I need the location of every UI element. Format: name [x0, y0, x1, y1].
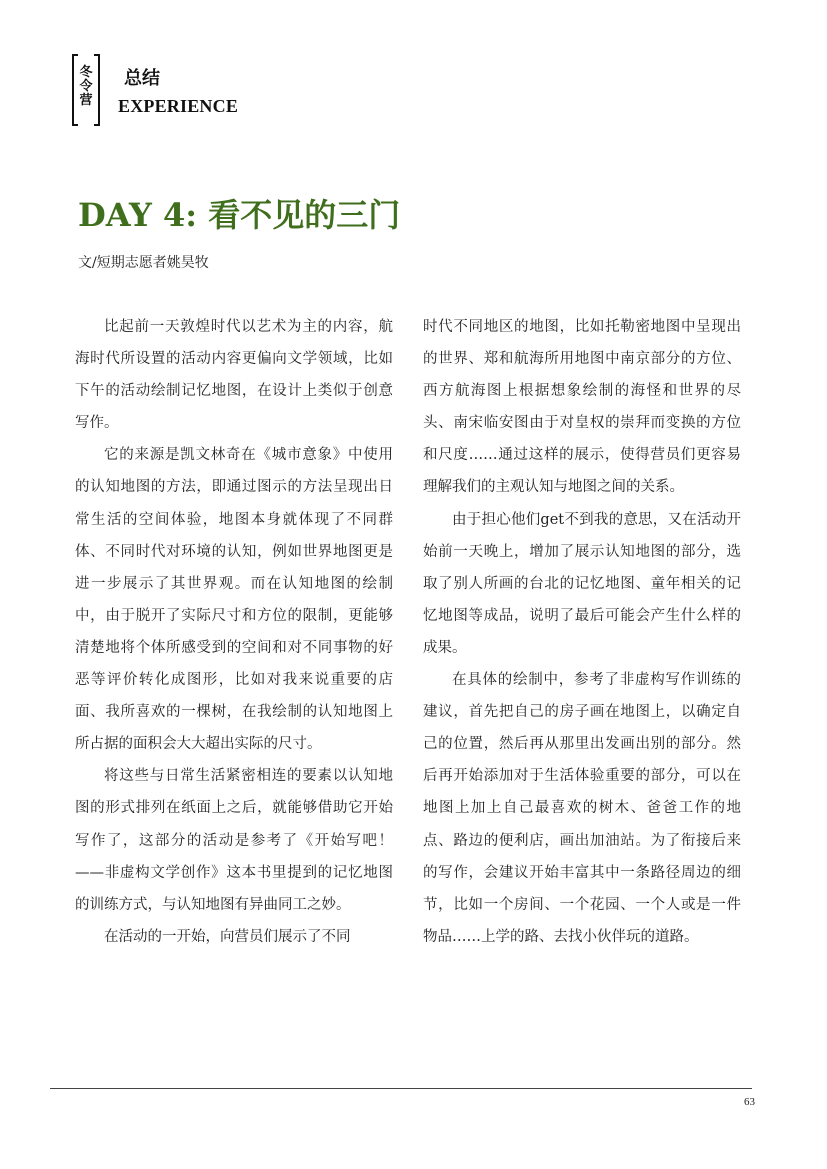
paragraph: 在具体的绘制中，参考了非虚构写作训练的建议，首先把自己的房子画在地图上，以确定自己的位置，然后再从那里出发画出别的部分。然后再开始添加对于生活体验重要的部分，可以在地图上加上自己最喜欢的树木、爸爸工作的地点、路边的便利店，画出加油站。为了衔接后来的写作，会建议开始丰富其中一条路径周边的细节，比如一个房间、一个花园、一个人或是一件物品……上学的路、去找小伙伴玩的道路。 — [423, 672, 741, 945]
paragraph: 将这些与日常生活紧密相连的要素以认知地图的形式排列在纸面上之后，就能够借助它开始写作了，这部分的活动是参考了《开始写吧！——非虚构文学创作》这本书里提到的记忆地图的训练方式，与认知地图有异曲同工之妙。 — [75, 768, 393, 913]
article-byline: 文/短期志愿者姚昊牧 — [78, 255, 209, 271]
page-number: 63 — [744, 1096, 755, 1108]
right-column — [423, 311, 741, 953]
section-tag — [72, 54, 100, 126]
paragraph-continued: 时代不同地区的地图，比如托勒密地图中呈现出的世界、郑和航海所用地图中南京部分的方位、西方航海图上根据想象绘制的海怪和世界的尽头、南宋临安图由于对皇权的崇拜而变换的方位和尺度……通过这样的展示，使得营员们更容易理解我们的主观认知与地图之间的关系。 — [423, 319, 741, 496]
section-title: 总结 — [124, 68, 160, 89]
paragraph: 比起前一天敦煌时代以艺术为主的内容，航海时代所设置的活动内容更偏向文学领域，比如下午的活动绘制记忆地图，在设计上类似于创意写作。 — [75, 319, 393, 432]
vertical-section-label: 冬令营 — [79, 65, 93, 108]
paragraph: 它的来源是凯文林奇在《城市意象》中使用的认知地图的方法，即通过图示的方法呈现出日常生活的空间体验，地图本身就体现了不同群体、不同时代对环境的认知，例如世界地图更是进一步展示了其世界观。而在认知地图的绘制中，由于脱开了实际尺寸和方位的限制，更能够清楚地将个体所感受到的空间和对不同事物的好恶等评价转化成图形，比如对我来说重要的店面、我所喜欢的一棵树，在我绘制的认知地图上所占据的面积会大大超出实际的尺寸。 — [75, 447, 393, 753]
footer-rule — [50, 1088, 752, 1089]
right-bracket — [94, 54, 100, 126]
article-headline: DAY 4: 看不见的三门 — [78, 196, 401, 234]
left-column — [75, 311, 393, 953]
paragraph: 由于担心他们get不到我的意思，又在活动开始前一天晚上，增加了展示认知地图的部分，选取了别人所画的台北的记忆地图、童年相关的记忆地图等成品，说明了最后可能会产生什么样的成果。 — [423, 511, 741, 656]
section-subtitle: EXPERIENCE — [118, 96, 239, 116]
left-bracket — [72, 54, 78, 126]
paragraph: 在活动的一开始，向营员们展示了不同 — [104, 928, 351, 945]
